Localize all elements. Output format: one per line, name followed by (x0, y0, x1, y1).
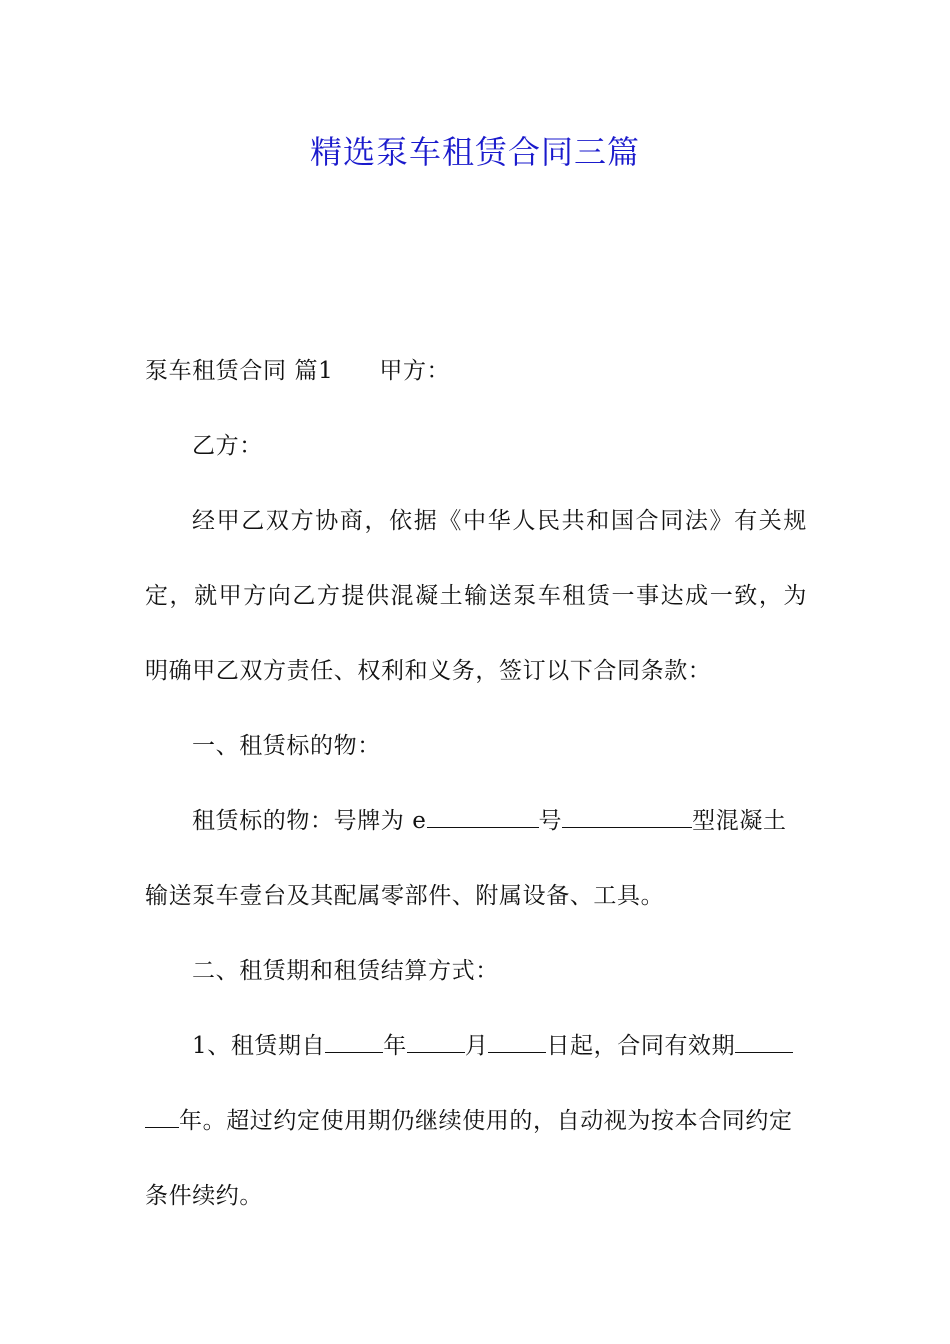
subject-line-1 (145, 784, 807, 859)
term-day-valid: 日起，合同有效期 (546, 1033, 736, 1059)
validity-blank (735, 1032, 793, 1053)
term-year: 年 (383, 1033, 407, 1059)
term-line-2 (145, 1084, 807, 1159)
day-blank (488, 1032, 546, 1053)
term-prefix: 1、租赁期自 (192, 1033, 326, 1059)
contract-heading-line (145, 334, 807, 409)
section-1-heading: 一、租赁标的物： (192, 733, 381, 759)
document-title: 精选泵车租赁合同三篇 (309, 133, 640, 171)
term-line-1 (145, 1009, 807, 1084)
document-body (145, 334, 807, 1234)
subject-prefix: 租赁标的物：号牌为 e (192, 808, 427, 834)
contract-name: 泵车租赁合同 篇1 (145, 358, 334, 384)
term-line-2-text: 年。超过约定使用期仍继续使用的，自动视为按本合同约定 (179, 1108, 793, 1134)
subject-mid: 号 (538, 808, 563, 834)
section-2-heading: 二、租赁期和租赁结算方式： (192, 958, 499, 984)
month-blank (407, 1032, 465, 1053)
subject-line-2: 输送泵车壹台及其配属零部件、附属设备、工具。 (145, 883, 665, 909)
intro-paragraph-line-2: 定，就甲方向乙方提供混凝土输送泵车租赁一事达成一致，为 (145, 583, 807, 609)
intro-paragraph-line-3: 明确甲乙双方责任、权利和义务，签订以下合同条款： (145, 658, 712, 684)
term-month: 月 (464, 1033, 489, 1059)
party-b-label: 乙方： (192, 433, 263, 459)
term-line-3: 条件续约。 (145, 1183, 263, 1209)
subject-suffix: 型混凝土 (692, 808, 787, 834)
intro-paragraph-line-1: 经甲乙双方协商，依据《中华人民共和国合同法》有关规 (192, 508, 807, 534)
party-a-label: 甲方： (379, 358, 451, 384)
validity-blank-continued (145, 1107, 179, 1128)
year-blank (325, 1032, 383, 1053)
plate-number-blank (427, 807, 539, 828)
model-blank (562, 807, 692, 828)
